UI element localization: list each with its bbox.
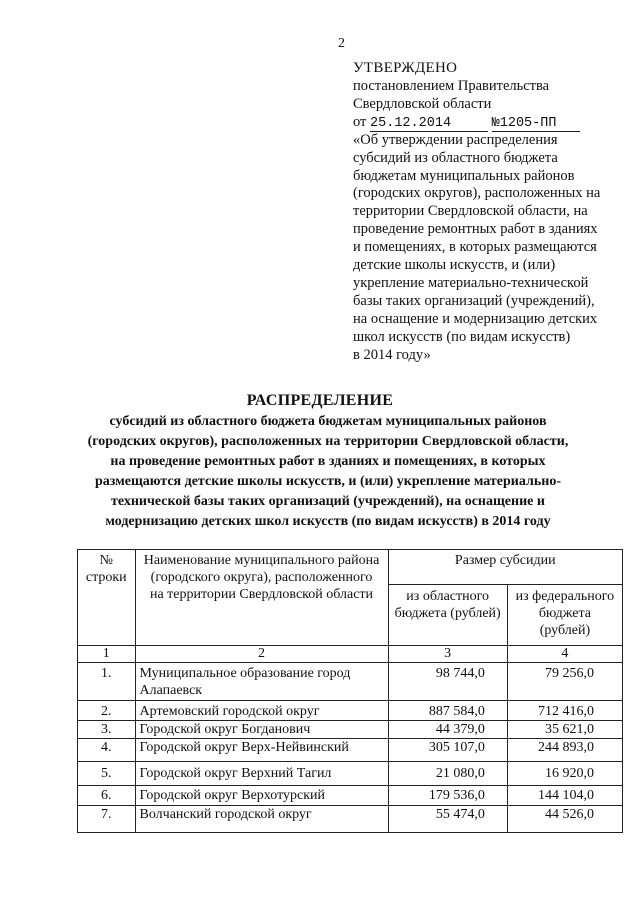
subtitle-line: (городских округов), расположенных на территории Свердловской области,	[87, 434, 569, 449]
row-number: 5.	[78, 762, 136, 786]
approval-text-line: укрепление материально-технической	[353, 274, 589, 291]
approval-stamp: УТВЕРЖДЕНО	[353, 60, 458, 76]
approval-text-line: бюджетам муниципальных районов	[353, 167, 575, 184]
subtitle-line: на проведение ремонтных работ в зданиях и помещениях, в которых	[110, 454, 546, 469]
row-regional: 887 584,0	[388, 701, 507, 721]
row-name: Волчанский городской округ	[135, 806, 388, 833]
approval-line-1: постановлением Правительства	[353, 77, 550, 94]
approval-text-line: (городских округов), расположенных на	[353, 185, 601, 202]
subtitle-line: размещаются детские школы искусств, и (или) укрепление материально-	[95, 474, 561, 489]
approval-text-line: в 2014 году»	[353, 346, 431, 363]
row-federal: 79 256,0	[507, 663, 622, 701]
table-row	[78, 739, 623, 762]
row-regional: 21 080,0	[388, 762, 507, 786]
date-prefix: от	[353, 113, 367, 130]
row-federal: 712 416,0	[507, 701, 622, 721]
header-subsidy: Размер субсидии	[388, 550, 623, 585]
approval-text-line: базы таких организаций (учреждений),	[353, 292, 595, 309]
subsidy-table	[77, 549, 623, 833]
row-regional: 44 379,0	[388, 721, 507, 739]
approval-text-line: на оснащение и модернизацию детских	[353, 310, 598, 327]
index-cell: 4	[507, 646, 622, 663]
table-row	[78, 806, 623, 833]
row-name: Городской округ Верх-Нейвинский	[135, 739, 388, 762]
subtitle-line: модернизацию детских школ искусств (по видам искусств) в 2014 году	[105, 514, 551, 529]
approval-text-line: субсидий из областного бюджета	[353, 149, 558, 166]
row-name: Муниципальное образование город Алапаевск	[135, 663, 388, 701]
row-name: Городской округ Верхний Тагил	[135, 762, 388, 786]
approval-text-line: территории Свердловской области, на	[353, 203, 588, 220]
row-name: Артемовский городской округ	[135, 701, 388, 721]
row-number: 4.	[78, 739, 136, 762]
header-name: Наименование муниципального района (городского округа), расположенного на территории Свердловской области	[135, 550, 388, 646]
header-row-no: № строки	[78, 550, 136, 646]
document-subtitle	[78, 412, 578, 532]
row-federal: 44 526,0	[507, 806, 622, 833]
approval-block	[353, 60, 628, 365]
table-row	[78, 786, 623, 806]
header-regional: из областного бюджета (рублей)	[388, 585, 507, 646]
row-number: 3.	[78, 721, 136, 739]
table-row	[78, 701, 623, 721]
subtitle-line: субсидий из областного бюджета бюджетам муниципальных районов	[109, 414, 547, 429]
approval-text-line: «Об утверждении распределения	[353, 131, 558, 148]
row-federal: 35 621,0	[507, 721, 622, 739]
subtitle-line: технической базы таких организаций (учреждений), на оснащение и	[111, 494, 545, 509]
table-header-row	[78, 550, 623, 585]
approval-date: 25.12.2014	[370, 116, 488, 132]
approval-line-2: Свердловской области	[353, 95, 492, 112]
row-number: 2.	[78, 701, 136, 721]
index-cell: 3	[388, 646, 507, 663]
approval-number: №1205-ПП	[492, 116, 580, 132]
row-federal: 16 920,0	[507, 762, 622, 786]
document-title: РАСПРЕДЕЛЕНИЕ	[246, 392, 394, 409]
approval-text-line: детские школы искусств, и (или)	[353, 257, 556, 274]
index-row	[78, 646, 623, 663]
row-number: 7.	[78, 806, 136, 833]
approval-text-line: проведение ремонтных работ в зданиях	[353, 221, 598, 238]
row-regional: 55 474,0	[388, 806, 507, 833]
index-cell: 2	[135, 646, 388, 663]
row-name: Городской округ Верхотурский	[135, 786, 388, 806]
header-federal: из федерального бюджета (рублей)	[507, 585, 622, 646]
row-name: Городской округ Богданович	[135, 721, 388, 739]
row-number: 6.	[78, 786, 136, 806]
row-regional: 305 107,0	[388, 739, 507, 762]
row-regional: 179 536,0	[388, 786, 507, 806]
table-row	[78, 721, 623, 739]
row-federal: 244 893,0	[507, 739, 622, 762]
row-number: 1.	[78, 663, 136, 701]
index-cell: 1	[78, 646, 136, 663]
approval-text-line: школ искусств (по видам искусств)	[353, 328, 571, 345]
approval-text-line: и помещениях, в которых размещаются	[353, 239, 597, 256]
table-row	[78, 762, 623, 786]
page-number: 2	[338, 36, 345, 51]
table-row	[78, 663, 623, 701]
row-federal: 144 104,0	[507, 786, 622, 806]
row-regional: 98 744,0	[388, 663, 507, 701]
approval-date-line	[353, 114, 628, 132]
